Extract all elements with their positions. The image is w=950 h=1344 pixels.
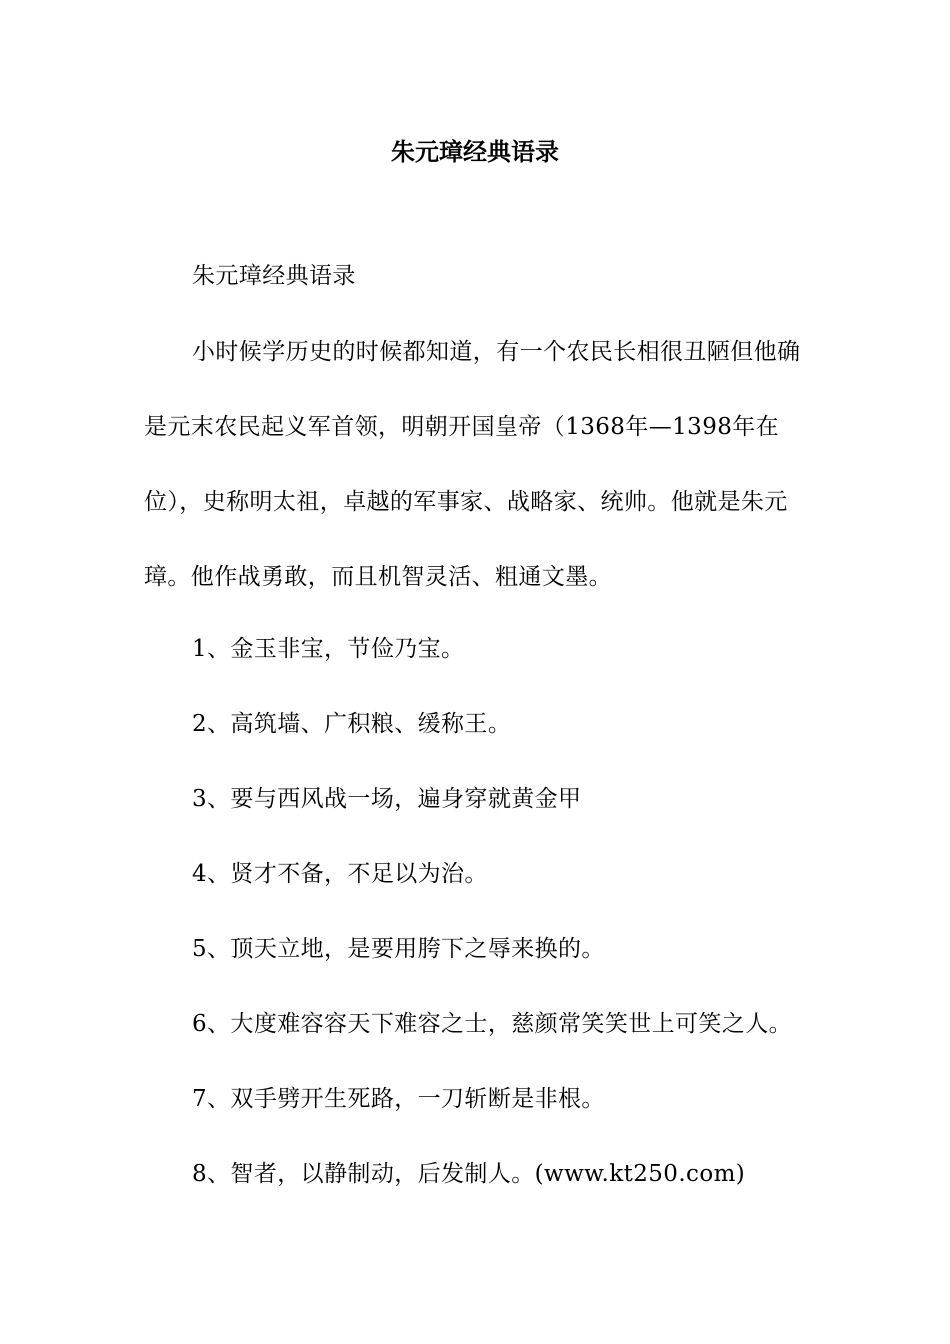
quote-item: 3、要与西风战一场，遍身穿就黄金甲 (192, 786, 582, 812)
quote-item: 1、金玉非宝，节俭乃宝。 (192, 636, 465, 662)
document-title: 朱元璋经典语录 (391, 137, 559, 166)
quote-item: 7、双手劈开生死路，一刀斩断是非根。 (192, 1086, 605, 1112)
quote-item: 8、智者，以静制动，后发制人。(www.kt250.com) (192, 1161, 746, 1187)
quote-item: 6、大度难容容天下难容之士，慈颜常笑笑世上可笑之人。 (192, 1011, 793, 1037)
intro-paragraph: 小时候学历史的时候都知道，有一个农民长相很丑陋但他确是元末农民起义军首领，明朝开国皇帝（1368年—1398年在位），史称明太祖，卓越的军事家、战略家、统帅。他就是朱元璋。他作战勇敢，而且机智灵活、粗通文墨。 (144, 339, 801, 590)
quote-item: 2、高筑墙、广积粮、缓称王。 (192, 711, 512, 737)
quote-item: 5、顶天立地，是要用胯下之辱来换的。 (192, 936, 605, 962)
document-subtitle: 朱元璋经典语录 (192, 263, 356, 289)
quote-item: 4、贤才不备，不足以为治。 (192, 861, 488, 887)
